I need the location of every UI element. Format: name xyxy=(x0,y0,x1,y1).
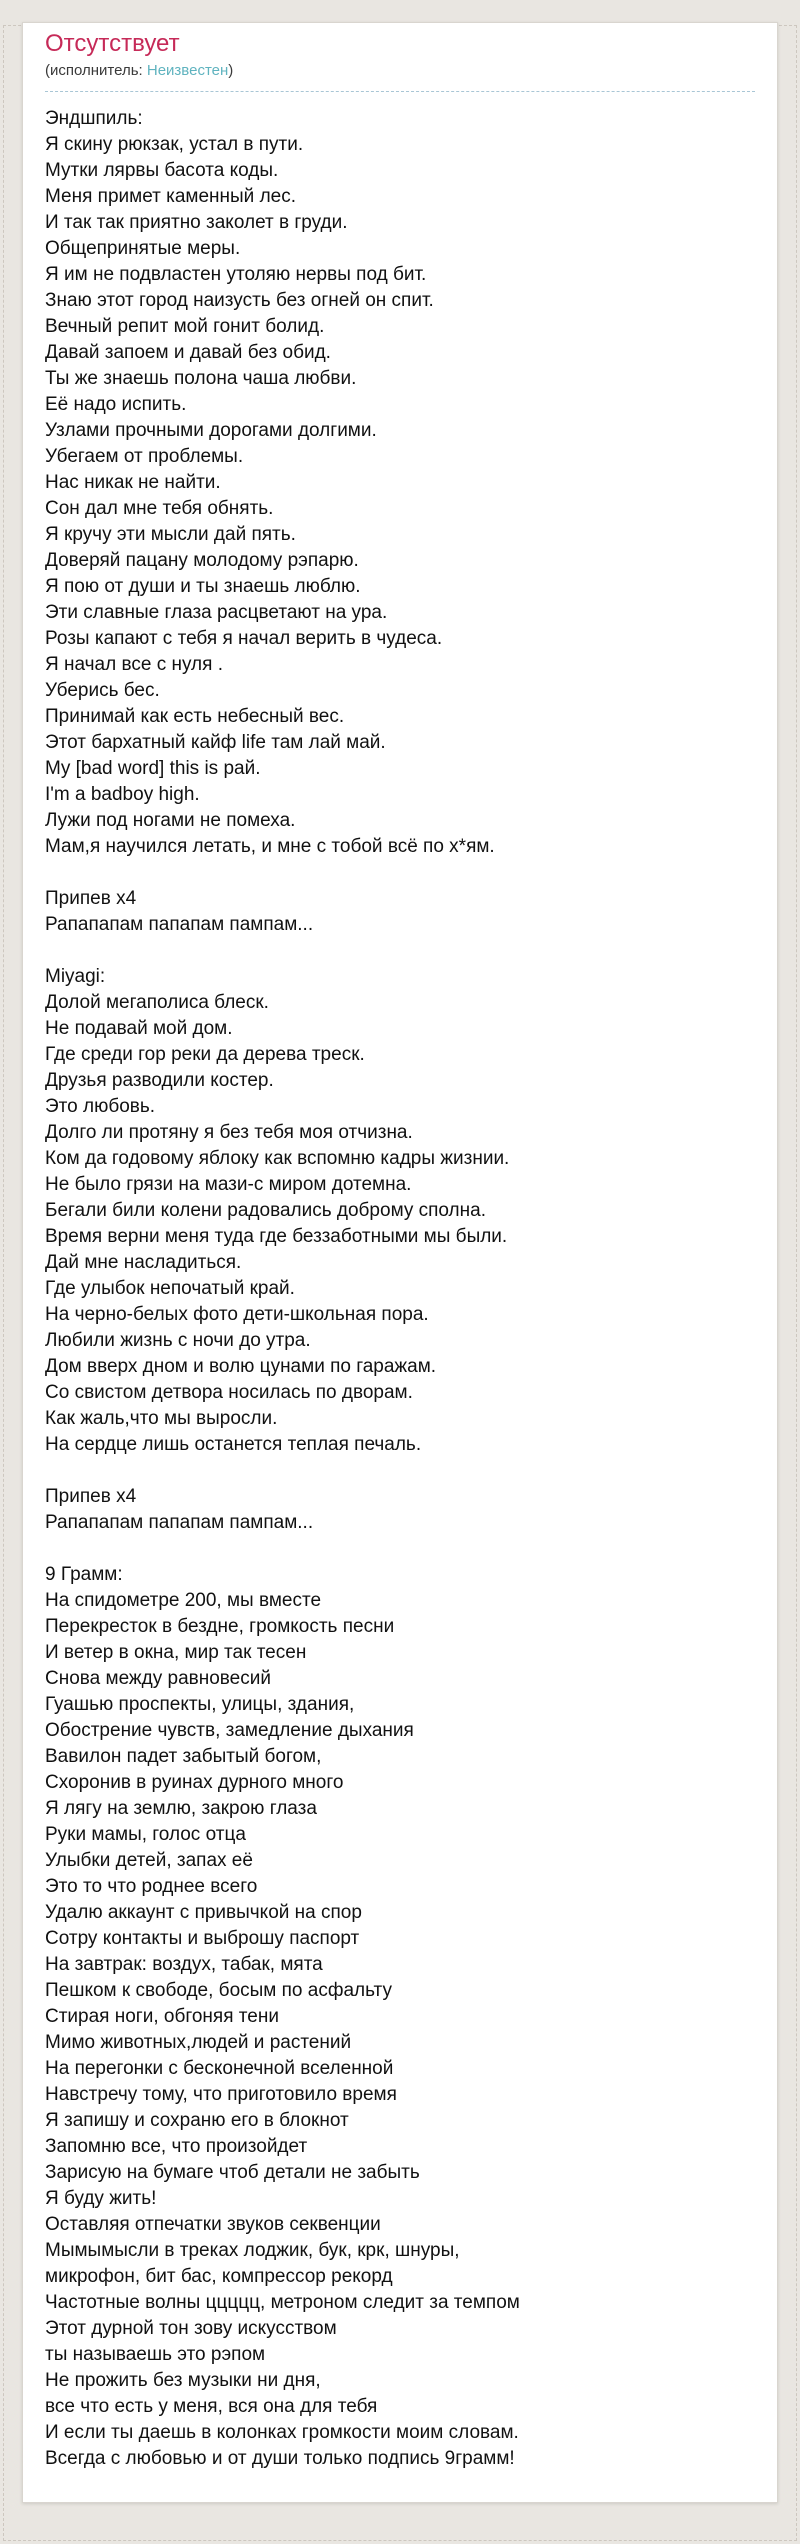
lyric-line: Вечный репит мой гонит болид. xyxy=(45,316,325,337)
artist-link[interactable]: Неизвестен xyxy=(146,62,229,79)
lyric-line: Сотру контакты и выброшу паспорт xyxy=(45,1928,360,1949)
lyric-line: Мутки лярвы басота коды. xyxy=(45,160,279,181)
lyric-line: Снова между равновесий xyxy=(45,1668,271,1689)
lyric-line: Со свистом детвора носилась по дворам. xyxy=(45,1382,413,1403)
lyric-line: Уберись бес. xyxy=(45,680,160,701)
lyric-line: Зарисую на бумаге чтоб детали не забыть xyxy=(45,2162,420,2183)
lyric-line: Лужи под ногами не помеха. xyxy=(45,810,296,831)
lyric-line: Время верни меня туда где беззаботными мы были. xyxy=(45,1226,508,1247)
lyric-line: Сон дал мне тебя обнять. xyxy=(45,498,274,519)
lyric-line: Я скину рюкзак, устал в пути. xyxy=(45,134,304,155)
lyric-line: Это любовь. xyxy=(45,1096,156,1117)
lyric-line: Ты же знаешь полона чаша любви. xyxy=(45,368,357,389)
lyric-line: Общепринятые меры. xyxy=(45,238,241,259)
lyric-line: Miyagi: xyxy=(45,966,106,987)
lyric-line: Убегаем от проблемы. xyxy=(45,446,244,467)
lyric-line: Пешком к свободе, босым по асфальту xyxy=(45,1980,392,2001)
lyric-line: Я буду жить! xyxy=(45,2188,157,2209)
header xyxy=(45,29,755,92)
lyric-line: все что есть у меня, вся она для тебя xyxy=(45,2396,378,2417)
lyric-line: На перегонки с бесконечной вселенной xyxy=(45,2058,394,2079)
lyric-line: Запомню все, что произойдет xyxy=(45,2136,308,2157)
lyric-line: Доверяй пацану молодому рэпарю. xyxy=(45,550,359,571)
page-title: Отсутствует xyxy=(45,30,180,57)
lyric-line: На завтрак: воздух, табак, мята xyxy=(45,1954,323,1975)
lyric-line: Оставляя отпечатки звуков секвенции xyxy=(45,2214,381,2235)
lyrics-block xyxy=(45,1562,755,2472)
lyric-line: Мам,я научился летать, и мне с тобой всё по х*ям. xyxy=(45,836,495,857)
lyric-line: Я начал все с нуля . xyxy=(45,654,223,675)
lyric-line: На черно-белых фото дети-школьная пора. xyxy=(45,1304,429,1325)
lyric-line: Ком да годовому яблоку как вспомню кадры жизнии. xyxy=(45,1148,510,1169)
lyric-line: Эти славные глаза расцветают на ура. xyxy=(45,602,388,623)
lyric-line: Дай мне насладиться. xyxy=(45,1252,242,1273)
lyric-line: Не было грязи на мази-с миром дотемна. xyxy=(45,1174,412,1195)
lyric-line: Улыбки детей, запах её xyxy=(45,1850,253,1871)
lyric-line: Я пою от души и ты знаешь люблю. xyxy=(45,576,361,597)
lyric-line: Где улыбок непочатый край. xyxy=(45,1278,295,1299)
lyric-line: Схоронив в руинах дурного много xyxy=(45,1772,344,1793)
lyric-line: Где среди гор реки да дерева треск. xyxy=(45,1044,365,1065)
lyric-line: Я им не подвластен утоляю нервы под бит. xyxy=(45,264,427,285)
lyric-line: Друзья разводили костер. xyxy=(45,1070,274,1091)
lyric-line: Удалю аккаунт с привычкой на спор xyxy=(45,1902,362,1923)
lyric-line: Розы капают с тебя я начал верить в чудеса. xyxy=(45,628,443,649)
lyric-line: Мимо животных,людей и растений xyxy=(45,2032,352,2053)
lyric-line: На спидометре 200, мы вместе xyxy=(45,1590,322,1611)
lyrics-block xyxy=(45,1484,755,1536)
lyric-line: Это то что роднее всего xyxy=(45,1876,258,1897)
lyric-line: Как жаль,что мы выросли. xyxy=(45,1408,278,1429)
lyric-line: Её надо испить. xyxy=(45,394,187,415)
lyric-line: Долго ли протяну я без тебя моя отчизна. xyxy=(45,1122,413,1143)
lyric-line: I'm a badboy high. xyxy=(45,784,200,805)
lyrics-card xyxy=(22,22,778,2503)
lyric-line: 9 Грамм: xyxy=(45,1564,123,1585)
lyric-line: Частотные волны ццццц, метроном следит за темпом xyxy=(45,2292,520,2313)
lyric-line: My [bad word] this is рай. xyxy=(45,758,261,779)
lyric-line: ты называешь это рэпом xyxy=(45,2344,266,2365)
lyric-line: микрофон, бит бас, компрессор рекорд xyxy=(45,2266,393,2287)
artist-line xyxy=(45,61,755,81)
lyric-line: Этот дурной тон зову искусством xyxy=(45,2318,337,2339)
lyric-line: Долой мегаполиса блеск. xyxy=(45,992,269,1013)
lyric-line: Навстречу тому, что приготовило время xyxy=(45,2084,397,2105)
lyric-line: Знаю этот город наизусть без огней он спит. xyxy=(45,290,434,311)
lyric-line: Эндшпиль: xyxy=(45,108,143,129)
lyrics-text xyxy=(45,106,755,2472)
artist-close-paren: ) xyxy=(228,62,234,79)
lyric-line: Рапапапам папапам пампам... xyxy=(45,914,314,935)
lyric-line: Припев x4 xyxy=(45,1486,137,1507)
lyric-line: Нас никак не найти. xyxy=(45,472,221,493)
lyric-line: На сердце лишь останется теплая печаль. xyxy=(45,1434,422,1455)
lyric-line: Я запишу и сохраню его в блокнот xyxy=(45,2110,349,2131)
lyric-line: Бегали били колени радовались доброму сполна. xyxy=(45,1200,486,1221)
lyric-line: Принимай как есть небесный вес. xyxy=(45,706,345,727)
lyric-line: Рапапапам папапам пампам... xyxy=(45,1512,314,1533)
artist-label: (исполнитель: xyxy=(45,62,147,79)
lyric-line: Меня примет каменный лес. xyxy=(45,186,297,207)
lyric-line: Узлами прочными дорогами долгими. xyxy=(45,420,377,441)
lyric-line: Этот бархатный кайф life там лай май. xyxy=(45,732,386,753)
lyrics-block xyxy=(45,886,755,938)
lyric-line: Стирая ноги, обгоняя тени xyxy=(45,2006,279,2027)
lyric-line: Вавилон падет забытый богом, xyxy=(45,1746,322,1767)
lyrics-block xyxy=(45,964,755,1458)
lyric-line: Мымымысли в треках лоджик, бук, крк, шнуры, xyxy=(45,2240,460,2261)
lyric-line: Перекресток в бездне, громкость песни xyxy=(45,1616,395,1637)
lyric-line: Не прожить без музыки ни дня, xyxy=(45,2370,321,2391)
lyrics-block xyxy=(45,106,755,860)
lyric-line: Я лягу на землю, закрою глаза xyxy=(45,1798,317,1819)
lyric-line: Гуашью проспекты, улицы, здания, xyxy=(45,1694,355,1715)
lyric-line: Дом вверх дном и волю цунами по гаражам. xyxy=(45,1356,437,1377)
lyric-line: И если ты даешь в колонках громкости моим словам. xyxy=(45,2422,519,2443)
lyric-line: Припев x4 xyxy=(45,888,137,909)
lyric-line: Давай запоем и давай без обид. xyxy=(45,342,331,363)
lyric-line: Не подавай мой дом. xyxy=(45,1018,233,1039)
lyric-line: Я кручу эти мысли дай пять. xyxy=(45,524,296,545)
lyric-line: Руки мамы, голос отца xyxy=(45,1824,246,1845)
lyric-line: Обострение чувств, замедление дыхания xyxy=(45,1720,414,1741)
lyric-line: И так так приятно заколет в груди. xyxy=(45,212,348,233)
lyric-line: Всегда с любовью и от души только подпись 9грамм! xyxy=(45,2448,515,2469)
lyric-line: Любили жизнь с ночи до утра. xyxy=(45,1330,311,1351)
lyric-line: И ветер в окна, мир так тесен xyxy=(45,1642,307,1663)
